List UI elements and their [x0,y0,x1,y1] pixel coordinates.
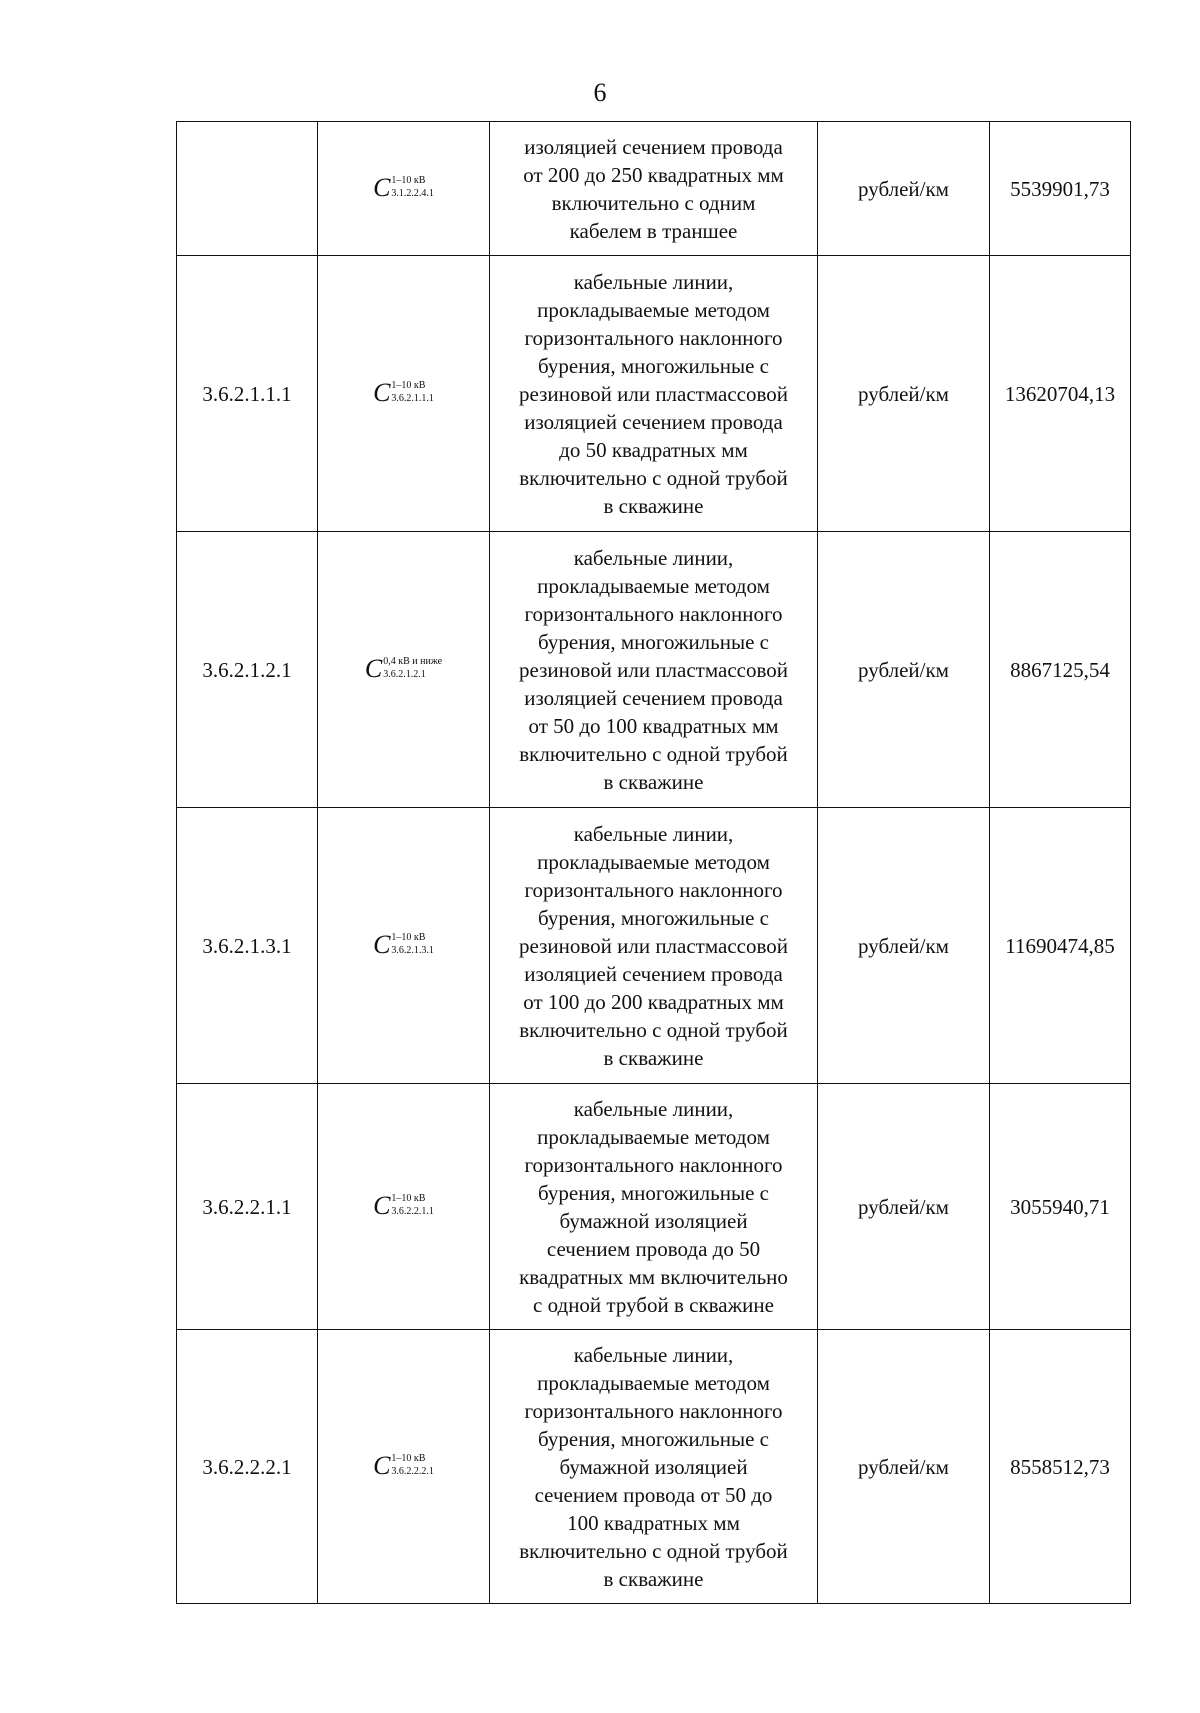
row-value: 8867125,54 [990,532,1131,808]
rate-symbol-subscript: 3.6.2.2.2.1 [391,1466,434,1477]
description-line: горизонтального наклонного [524,877,783,902]
description-line: в скважине [603,1566,704,1591]
rate-symbol [373,1190,434,1220]
rate-symbol-superscript: 1–10 кВ [391,1453,426,1464]
description-line: квадратных мм включительно [519,1264,788,1289]
row-unit: рублей/км [818,1330,990,1604]
rate-symbol-base: C [373,1450,391,1480]
description-line: с одной трубой в скважине [533,1292,774,1317]
rate-symbol-superscript: 1–10 кВ [391,1193,426,1204]
rate-symbol [373,377,434,407]
description-line: сечением провода до 50 [546,1236,761,1261]
description-line: включительно с одним [551,190,756,215]
row-symbol-cell [318,122,490,256]
row-value: 3055940,71 [990,1084,1131,1330]
table-row [177,808,1131,1084]
row-value: 11690474,85 [990,808,1131,1084]
description-line: бурения, многожильные с [538,905,769,930]
table-row [177,532,1131,808]
table-row [177,256,1131,532]
description-line: изоляцией сечением провода [524,409,783,434]
description-line: изоляцией сечением провода [524,134,783,159]
description-line: до 50 квадратных мм [559,437,748,462]
rate-symbol-base: C [373,1190,391,1220]
description-line: бумажной изоляцией [559,1208,748,1233]
rate-symbol-subscript: 3.1.2.2.4.1 [391,188,434,199]
rate-symbol-base: C [364,653,383,683]
table-row [177,1084,1131,1330]
row-unit: рублей/км [818,122,990,256]
description-line: прокладываемые методом [537,849,770,874]
row-description [490,808,818,1084]
description-line: сечением провода от 50 до [534,1482,773,1507]
row-symbol-cell [318,256,490,532]
row-value: 5539901,73 [990,122,1131,256]
description-line: в скважине [603,493,704,518]
description-line: в скважине [603,769,704,794]
rate-symbol-base: C [373,172,391,202]
description-line: кабельные линии, [573,545,734,570]
row-description [490,532,818,808]
page-number: 6 [593,78,607,107]
description-line: кабельные линии, [573,1342,734,1367]
row-unit: рублей/км [818,1084,990,1330]
row-symbol-cell [318,1084,490,1330]
row-unit: рублей/км [818,532,990,808]
description-line: включительно с одной трубой [519,1017,788,1042]
rate-symbol-superscript: 0,4 кВ и ниже [383,656,443,667]
rate-symbol-subscript: 3.6.2.1.2.1 [383,669,426,680]
row-symbol-cell [318,1330,490,1604]
description-line: горизонтального наклонного [524,601,783,626]
description-line: резиновой или пластмассовой [519,381,788,406]
rate-symbol [373,172,434,202]
description-line: бурения, многожильные с [538,1426,769,1451]
table-row [177,1330,1131,1604]
row-value: 13620704,13 [990,256,1131,532]
row-code: 3.6.2.2.2.1 [177,1330,318,1604]
row-unit: рублей/км [818,256,990,532]
description-line: бурения, многожильные с [538,629,769,654]
description-line: прокладываемые методом [537,297,770,322]
rates-table [176,121,1131,1604]
description-line: от 100 до 200 квадратных мм [523,989,784,1014]
description-line: включительно с одной трубой [519,465,788,490]
description-line: горизонтального наклонного [524,1398,783,1423]
description-line: горизонтального наклонного [524,325,783,350]
description-line: кабелем в траншее [569,218,738,243]
row-unit: рублей/км [818,808,990,1084]
description-line: изоляцией сечением провода [524,961,783,986]
description-line: от 50 до 100 квадратных мм [528,713,779,738]
row-description [490,122,818,256]
row-code: 3.6.2.1.3.1 [177,808,318,1084]
description-line: резиновой или пластмассовой [519,933,788,958]
rate-symbol-superscript: 1–10 кВ [391,932,426,943]
description-line: в скважине [603,1045,704,1070]
description-line: кабельные линии, [573,821,734,846]
description-line: бурения, многожильные с [538,1180,769,1205]
rate-symbol-superscript: 1–10 кВ [391,380,426,391]
rate-symbol [373,929,434,959]
rate-symbol-subscript: 3.6.2.1.3.1 [391,945,434,956]
row-code: 3.6.2.2.1.1 [177,1084,318,1330]
description-line: кабельные линии, [573,269,734,294]
description-line: кабельные линии, [573,1096,734,1121]
rate-symbol-subscript: 3.6.2.2.1.1 [391,1206,434,1217]
row-code: 3.6.2.1.1.1 [177,256,318,532]
description-line: бурения, многожильные с [538,353,769,378]
rate-symbol-superscript: 1–10 кВ [391,175,426,186]
description-line: от 200 до 250 квадратных мм [523,162,784,187]
description-line: прокладываемые методом [537,1370,770,1395]
rate-symbol-base: C [373,929,391,959]
rate-symbol [373,1450,434,1480]
row-description [490,1084,818,1330]
row-symbol-cell [318,808,490,1084]
row-description [490,1330,818,1604]
description-line: 100 квадратных мм [567,1510,740,1535]
rate-symbol-base: C [373,377,391,407]
description-line: включительно с одной трубой [519,1538,788,1563]
rate-symbol [364,653,443,683]
description-line: горизонтального наклонного [524,1152,783,1177]
description-line: резиновой или пластмассовой [519,657,788,682]
row-description [490,256,818,532]
description-line: прокладываемые методом [537,573,770,598]
rate-symbol-subscript: 3.6.2.1.1.1 [391,393,434,404]
description-line: включительно с одной трубой [519,741,788,766]
table-row [177,122,1131,256]
row-symbol-cell [318,532,490,808]
description-line: изоляцией сечением провода [524,685,783,710]
row-value: 8558512,73 [990,1330,1131,1604]
description-line: бумажной изоляцией [559,1454,748,1479]
row-code [177,122,318,256]
row-code: 3.6.2.1.2.1 [177,532,318,808]
description-line: прокладываемые методом [537,1124,770,1149]
